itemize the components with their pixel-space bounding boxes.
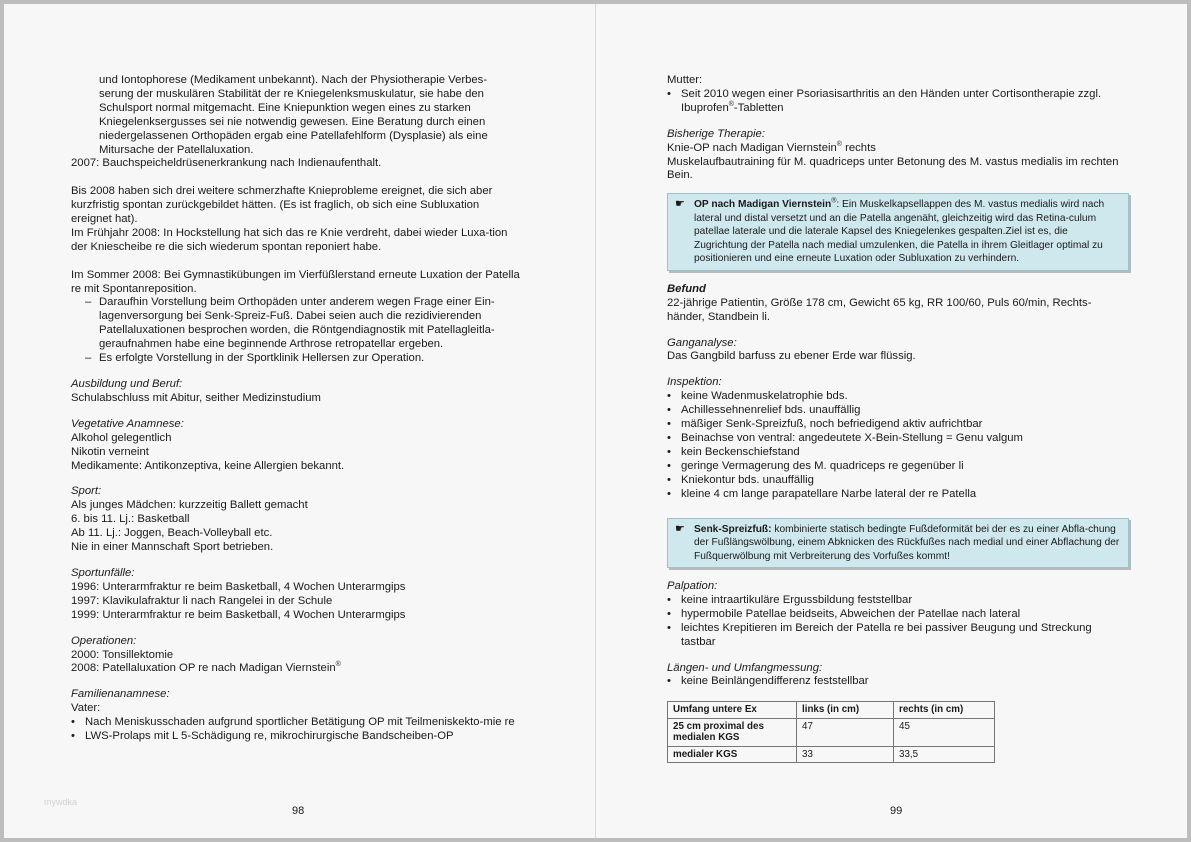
registered-mark: ® — [831, 197, 837, 205]
list-item: • kein Beckenschiefstand — [667, 446, 1129, 460]
section-heading: Palpation: — [667, 580, 718, 593]
page-99 — [596, 4, 1187, 838]
list-item: • keine Beinlängendifferenz feststellbar — [667, 675, 1129, 689]
box-title: OP nach Madigan Viernstein — [694, 199, 832, 211]
section-heading: Sportunfälle: — [71, 566, 135, 579]
list-item: • keine Wadenmuskelatrophie bds. — [667, 390, 1129, 404]
list-item: • keine intraartikuläre Ergussbildung feststellbar — [667, 594, 1129, 608]
table-cell: 25 cm proximal des medialen KGS — [668, 718, 797, 746]
list-item — [667, 88, 1129, 116]
box-text: : Ein Muskelkapsellappen des M. vastus medialis wird nach lateral und distal versetzt und an die Patella angenäht, gleichzeitig wird das Retina-culum patellae laterale und die laterale Kapsel des Kniegelenkes gespalten.Ziel ist es, die Zugrichtung der Patella nach medial umzulenken, die Patella in ihrem Gleitlager optimal zu positionieren und eine erneute Luxation oder Subluxation zu verhindern. — [694, 199, 1105, 265]
measurement-table — [667, 701, 995, 763]
table-cell: 45 — [894, 718, 995, 746]
section-heading: Inspektion: — [667, 376, 722, 389]
section-text: 2000: Tonsillektomie — [71, 648, 174, 661]
section-text: Muskelaufbautraining für M. quadriceps unter Betonung des M. vastus medialis im rechten Bein. — [667, 155, 1119, 182]
page-number: 98 — [292, 805, 305, 817]
book-spread — [4, 4, 1187, 838]
section-heading: Befund — [667, 282, 706, 295]
therapy-text: rechts — [841, 141, 876, 154]
section-heading: Ganganalyse: — [667, 336, 737, 349]
intro-line: niedergelassenen Orthopäden ergab eine Patellafehlform (Dysplasie) als eine — [99, 129, 488, 142]
table-cell: medialer KGS — [668, 746, 797, 763]
pointing-hand-icon: ☛ — [675, 522, 685, 535]
section-text: Als junges Mädchen: kurzzeitig Ballett gemacht — [71, 499, 308, 512]
list-item: • LWS-Prolaps mit L 5-Schädigung re, mikrochirurgische Bandscheiben-OP — [71, 730, 523, 744]
bullet-list — [667, 390, 1129, 501]
bullet-list — [667, 594, 1129, 650]
dash-list — [71, 296, 523, 366]
section-text: Vater: — [71, 702, 101, 715]
pointing-hand-icon: ☛ — [675, 198, 685, 211]
list-item: • leichtes Krepitieren im Bereich der Patella re bei passiver Beugung und Streckung tastbar — [667, 622, 1129, 650]
op-text: 2008: Patellaluxation OP re nach Madigan Viernstein — [71, 662, 336, 675]
section-text: 1999: Unterarmfraktur re beim Basketball, 4 Wochen Unterarmgips — [71, 608, 406, 621]
section-text: 22-jährige Patientin, Größe 178 cm, Gewicht 65 kg, RR 100/60, Puls 60/min, Rechts-händer, Standbein li. — [667, 296, 1092, 323]
list-item: – Daraufhin Vorstellung beim Orthopäden unter anderem wegen Frage einer Ein-lagenversorgung bei Senk-Spreiz-Fuß. Dabei seien auch die rezidivierenden Patellaluxationen besprochen worden, die Röntgendiagnostik mit Patellagleitla-geraufnahmen habe eine beginnende Arthrose retropatellar ergeben. — [85, 296, 523, 352]
section-text: Nikotin verneint — [71, 445, 149, 458]
table-header: rechts (in cm) — [894, 702, 995, 719]
list-item: • Achillessehnenrelief bds. unauffällig — [667, 404, 1129, 418]
section-text: Alkohol gelegentlich — [71, 431, 172, 444]
intro-line: Schulsport normal mitgemacht. Eine Kniepunktion wegen eines zu starken — [99, 101, 471, 114]
section-text: Mutter: — [667, 74, 703, 86]
watermark: mywdka — [44, 797, 78, 807]
list-item: – Es erfolgte Vorstellung in der Sportklinik Hellersen zur Operation. — [85, 352, 523, 366]
section-text: 6. bis 11. Lj.: Basketball — [71, 513, 190, 526]
intro-line: Kniegelenksergusses sei nie notwendig gewesen. Eine Beratung durch einen — [99, 115, 486, 128]
section-text: Das Gangbild barfuss zu ebener Erde war flüssig. — [667, 350, 916, 363]
bullet-list — [667, 88, 1129, 116]
section-text — [71, 662, 523, 676]
info-box-op — [667, 193, 1129, 271]
history-paragraph: Im Sommer 2008: Bei Gymnastikübungen im Vierfüßlerstand erneute Luxation der Patella re mit Spontanreposition. — [71, 268, 520, 295]
list-item: • kleine 4 cm lange parapatellare Narbe lateral der re Patella — [667, 488, 1129, 502]
table-cell: 47 — [797, 718, 894, 746]
section-text — [667, 142, 1129, 156]
table-row — [668, 746, 995, 763]
bullet-list — [71, 716, 523, 744]
registered-mark: ® — [836, 140, 842, 148]
list-item: • Beinachse von ventral: angedeutete X-Bein-Stellung = Genu valgum — [667, 432, 1129, 446]
history-paragraph: Bis 2008 haben sich drei weitere schmerzhafte Knieprobleme ereignet, die sich aber kurzfristig spontan zurückgebildet hätten. (Es ist fraglich, ob sich eine Subluxation ereignet hat). — [71, 185, 493, 226]
section-heading: Familienanamnese: — [71, 688, 170, 701]
bullet-list — [667, 675, 1129, 689]
section-heading: Sport: — [71, 485, 102, 498]
table-cell: 33,5 — [894, 746, 995, 763]
section-text: Schulabschluss mit Abitur, seither Medizinstudium — [71, 391, 321, 404]
left-column — [71, 74, 523, 744]
section-heading: Längen- und Umfangmessung: — [667, 661, 823, 674]
intro-line: serung der muskulären Stabilität der re Kniegelenksmuskulatur, sie habe den — [99, 87, 484, 100]
page-number: 99 — [890, 805, 903, 817]
table-header-row — [668, 702, 995, 719]
history-2007: 2007: Bauchspeicheldrüsenerkrankung nach Indienaufenthalt. — [71, 157, 382, 170]
intro-line: Mitursache der Patellaluxation. — [99, 143, 254, 156]
section-text: 1996: Unterarmfraktur re beim Basketball, 4 Wochen Unterarmgips — [71, 580, 406, 593]
list-item: • Kniekontur bds. unauffällig — [667, 474, 1129, 488]
table-header: links (in cm) — [797, 702, 894, 719]
section-text: 1997: Klavikulafraktur li nach Rangelei in der Schule — [71, 594, 333, 607]
list-text: Seit 2010 wegen einer Psoriasisarthritis an den Händen unter Cortisontherapie zzgl. Ibuprofen — [681, 87, 1102, 114]
right-column — [667, 74, 1129, 763]
section-heading: Ausbildung und Beruf: — [71, 378, 183, 390]
history-paragraph: Im Frühjahr 2008: In Hockstellung hat sich das re Knie verdreht, dabei wieder Luxa-tion der Kniescheibe re die sich wiederum spontan reponiert habe. — [71, 226, 508, 253]
intro-block — [71, 74, 523, 157]
box-title: Senk-Spreizfuß: — [694, 523, 772, 535]
section-heading: Vegetative Anamnese: — [71, 417, 184, 430]
info-box-senk-spreizfuss — [667, 518, 1129, 569]
section-heading: Operationen: — [71, 634, 137, 647]
table-header: Umfang untere Ex — [668, 702, 797, 719]
therapy-text: Knie-OP nach Madigan Viernstein — [667, 141, 837, 154]
section-text: Nie in einer Mannschaft Sport betrieben. — [71, 541, 274, 554]
intro-line: und Iontophorese (Medikament unbekannt). Nach der Physiotherapie Verbes- — [99, 74, 488, 86]
registered-mark: ® — [728, 101, 734, 109]
section-text: Medikamente: Antikonzeptiva, keine Allergien bekannt. — [71, 459, 345, 472]
section-heading: Bisherige Therapie: — [667, 127, 765, 140]
page-98 — [4, 4, 596, 838]
box-text: kombinierte statisch bedingte Fußdeformität bei der es zu einer Abfla-chung der Fußlängswölbung, einem Abknicken des Rückfußes nach medial und einer Abflachung der Fußquerwölbung mit Verbreiterung des Vorfußes kommt! — [694, 523, 1120, 562]
list-item: • Nach Meniskusschaden aufgrund sportlicher Betätigung OP mit Teilmeniskekto-mie re — [71, 716, 523, 730]
list-item: • geringe Vermagerung des M. quadriceps re gegenüber li — [667, 460, 1129, 474]
list-item: • mäßiger Senk-Spreizfuß, noch befriedigend aktiv aufrichtbar — [667, 418, 1129, 432]
table-row — [668, 718, 995, 746]
list-item: • hypermobile Patellae beidseits, Abweichen der Patellae nach lateral — [667, 608, 1129, 622]
section-text: Ab 11. Lj.: Joggen, Beach-Volleyball etc. — [71, 527, 273, 540]
list-text: -Tabletten — [733, 101, 784, 114]
table-cell: 33 — [797, 746, 894, 763]
registered-mark: ® — [335, 661, 341, 669]
